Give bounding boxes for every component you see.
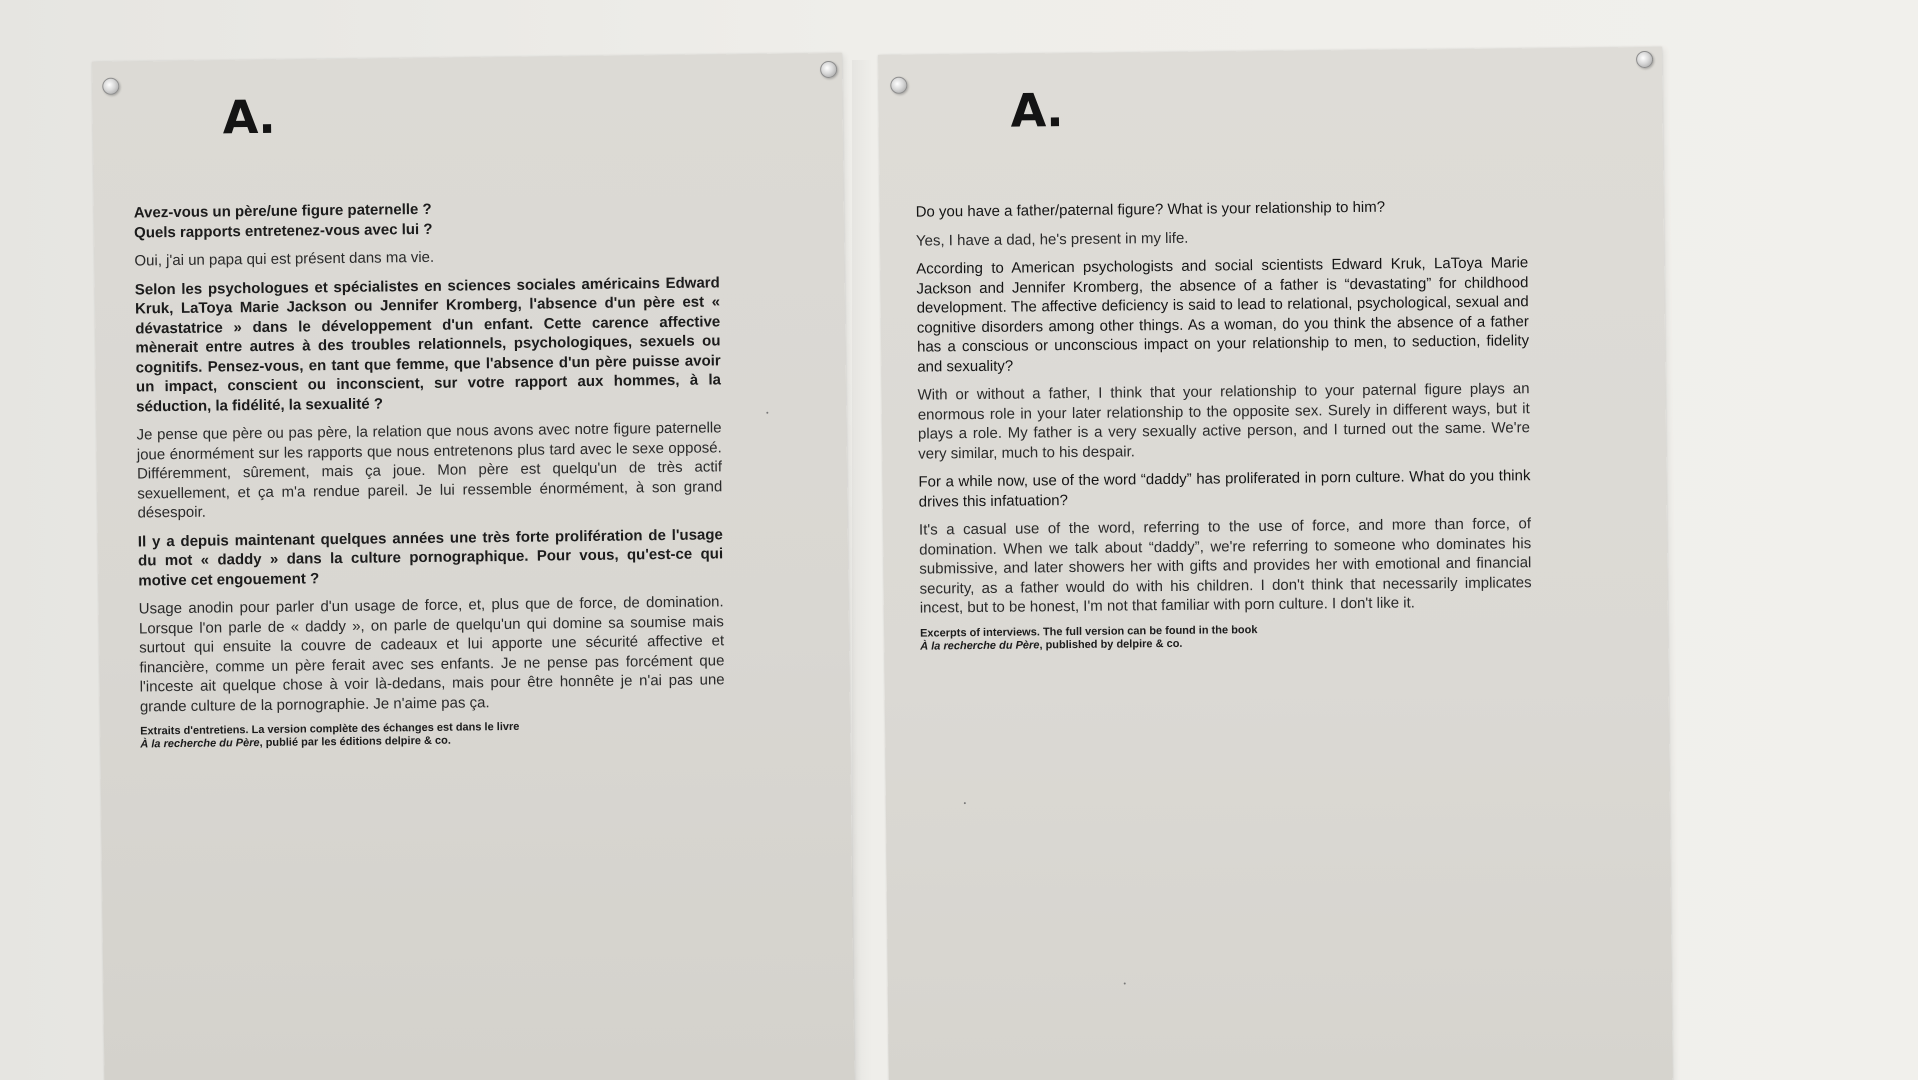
paper-speck (1124, 982, 1126, 984)
pin-icon (1636, 51, 1653, 68)
credit-book-title: À la recherche du Père (920, 638, 1040, 653)
question-2: According to American psychologists and social scientists Edward Kruk, LaToya Marie Jackson and Jennifer Kromberg, the absence of a father is “devastating” for childhood development. The affective deficiency is said to lead to relational, psychological, sexual and cognitive disorders among other things. As a woman, do you think the absence of a father has a conscious or unconscious impact on your relationship to men, to seduction, fidelity and sexuality? (916, 254, 1530, 376)
logo-a: A. (222, 89, 275, 145)
english-interview (916, 196, 1533, 653)
answer-3: It's a casual use of the word, referring to the use of force, and more than force, of domination. When we talk about “daddy”, we're referring to someone who dominates his submissive, and later showers her with gifts and provides her with emotional and financial security, as a father would do with his children. I don't think that necessarily implicates incest, but to be honest, I'm not that familiar with porn culture. I don't like it. (918, 515, 1532, 617)
english-text-sheet (878, 47, 1673, 1080)
question-3: Il y a depuis maintenant quelques années une très forte prolifération de l'usage du mot « daddy » dans la culture pornographique. Pour vous, qu'est-ce qui motive cet engouement ? (137, 525, 724, 589)
logo-a: A. (1010, 83, 1063, 138)
answer-1: Oui, j'ai un papa qui est présent dans ma vie. (134, 248, 435, 270)
question-1-line-1: Avez-vous un père/une figure paternelle ? (133, 200, 432, 222)
question-2: Selon les psychologues et spécialistes en sciences sociales américains Edward Kruk, LaToya Marie Jackson ou Jennifer Kromberg, l'absence d'un père est « dévastatrice » dans le développement d'un enfant. Cette carence affective mènerait entre autres à des troubles relationnels, psychologiques, sexuels ou cognitifs. Pensez-vous, en tant que femme, que l'absence d'un père puisse avoir un impact, conscient ou inconscient, sur votre rapport aux hommes, à la séduction, la fidélité, la sexualité ? (134, 273, 722, 415)
pin-icon (820, 61, 837, 78)
credit-line-2: , publié par les éditions delpire & co. (259, 734, 451, 750)
pin-icon (102, 78, 119, 95)
pin-icon (890, 77, 907, 94)
answer-2: With or without a father, I think that your relationship to your paternal figure plays an enormous role in your later relationship to the opposite sex. Surely in different ways, but it plays a role. My father is a very sexually active person, and I turned out the same. We're very similar, much to his despair. (917, 380, 1531, 463)
question-1-line-2: Quels rapports entretenez-vous avec lui ? (133, 220, 433, 241)
french-text-sheet (92, 53, 855, 1080)
sheet-gap-shadow (852, 60, 872, 1080)
answer-3: Usage anodin pour parler d'un usage de force, et, plus que de force, de domination. Lorsque l'on parle de « daddy », on parle de quelqu'un qui domine sa soumise mais surtout qui ensuite la couvre de cadeaux et lui apporte une sécurité affective et financière, comme un père ferait avec ses enfants. Je ne pense pas forcément que l'inceste ait quelque chose à voir là-dedans, mais pour être honnête je n'ai pas une grande culture de la pornographie. Je n'aime pas ça. (138, 593, 725, 715)
credit-note (140, 718, 725, 751)
paper-speck (964, 802, 966, 804)
credit-book-title: À la recherche du Père (140, 737, 260, 751)
question-1: Do you have a father/paternal figure? What is your relationship to him? (915, 198, 1386, 221)
paper-speck (766, 412, 768, 414)
credit-line-2: , published by delpire & co. (1039, 637, 1183, 651)
question-3: For a while now, use of the word “daddy” has proliferated in porn culture. What do you think drives this infatuation? (918, 467, 1531, 511)
question-1 (134, 196, 719, 242)
french-interview (134, 196, 726, 751)
credit-line-1: Excerpts of interviews. The full version can be found in the book (919, 623, 1258, 640)
credit-line-1: Extraits d'entretiens. La version complète des échanges est dans le livre (140, 720, 520, 738)
answer-2: Je pense que père ou pas père, la relation que nous avons avec notre figure paternelle joue énormément sur les rapports que nous entretenons plus tard avec le sexe opposé. Différemment, sûrement, mais ça joue. Mon père est quelqu'un de très actif sexuellement, et ça m'a rendue pareil. Je lui ressemble énormément, à son grand désespoir. (136, 419, 723, 522)
answer-1: Yes, I have a dad, he's present in my life. (915, 229, 1189, 250)
credit-note (920, 621, 1532, 653)
